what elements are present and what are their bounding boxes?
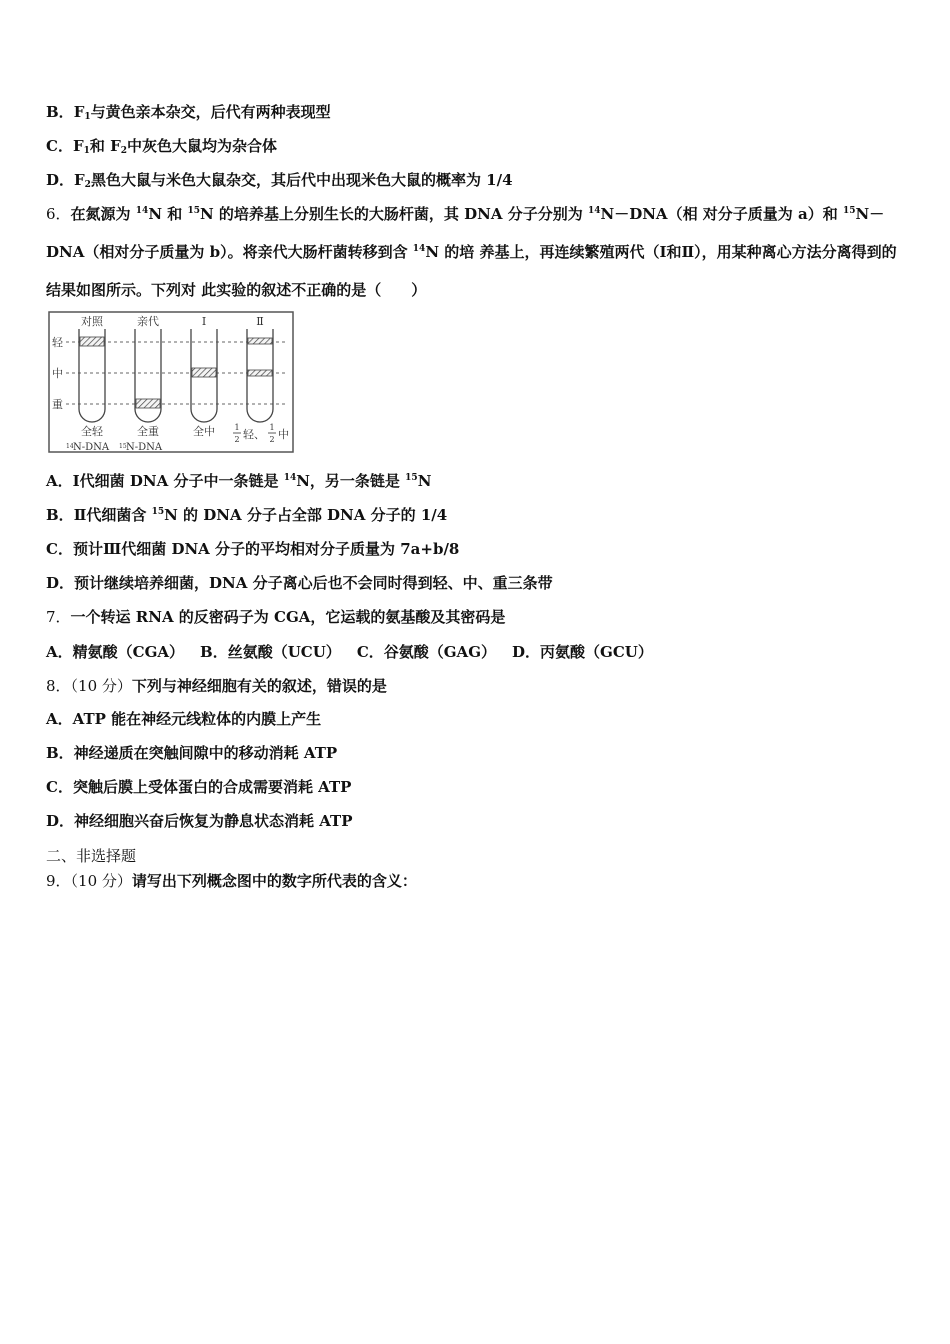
q6-option-a: A．Ⅰ代细菌 DNA 分子中一条链是 $^{14}$N，另一条链是 $^{15}$N xyxy=(46,472,432,490)
half-numerator: 1 xyxy=(234,423,240,432)
tube-label-parent: 亲代 xyxy=(137,315,159,328)
band-gen2-middle xyxy=(248,370,272,376)
band-gen1-middle xyxy=(192,368,216,377)
q7-option-c: C．谷氨酸（GAG） xyxy=(356,643,497,661)
q8-stem: 8．（10 分）下列与神经细胞有关的叙述，错误的是 xyxy=(46,677,387,695)
tube-label-control: 对照 xyxy=(81,315,103,328)
q6-stem: 6．在氮源为 $^{14}$N 和 $^{15}$N 的培养基上分别生长的大肠杆菌，其 DNA 分子分别为 $^{14}$N－DNA（相 对分子质量为 a）和 $^{15}$N－DNA（相对分子质量为 b）。将亲代大肠杆菌转移到含 $^{14}$N 的培 养基上，再连续繁殖两代（Ⅰ和Ⅱ），用某种离心方法分离得到的结果如图所示。下列对 此实验的叙述不正确的是（ ） xyxy=(46,205,897,299)
result-gen1: 全中 xyxy=(193,425,215,438)
q9-stem: 9．（10 分）请写出下列概念图中的数字所代表的含义： xyxy=(46,872,417,890)
q8-option-c: C．突触后膜上受体蛋白的合成需要消耗 ATP xyxy=(46,778,352,796)
half-numerator-2: 1 xyxy=(269,423,275,432)
dna15-superscript: 15 xyxy=(119,443,127,450)
half-middle-label: 中 xyxy=(278,428,289,441)
row-label-heavy: 重 xyxy=(52,398,63,411)
q6-option-d: D．预计继续培养细菌，DNA 分子离心后也不会同时得到轻、中、重三条带 xyxy=(46,574,553,592)
tube-label-gen1: Ⅰ xyxy=(201,315,207,328)
q7-stem: 7．一个转运 RNA 的反密码子为 CGA，它运载的氨基酸及其密码是 xyxy=(46,608,506,626)
q5-option-c: C．$F_1$和 $F_2$中灰色大鼠均为杂合体 xyxy=(46,137,278,156)
q8-option-d: D．神经细胞兴奋后恢复为静息状态消耗 ATP xyxy=(46,812,353,830)
band-gen2-light xyxy=(248,338,272,344)
centrifuge-tubes-figure xyxy=(48,311,294,453)
q8-option-a: A．ATP 能在神经元线粒体的内膜上产生 xyxy=(46,710,322,728)
dna14-superscript: 14 xyxy=(66,443,74,450)
band-control-light xyxy=(80,337,104,346)
tube-label-gen2: Ⅱ xyxy=(256,315,264,328)
dna14-label: N-DNA xyxy=(73,442,110,453)
row-label-light: 轻 xyxy=(52,336,63,349)
half-denominator: 2 xyxy=(234,435,240,444)
q6-option-b: B．Ⅱ代细菌含 $^{15}$N 的 DNA 分子占全部 DNA 分子的 1/4 xyxy=(46,506,448,524)
q8-option-b: B．神经递质在突触间隙中的移动消耗 ATP xyxy=(46,744,338,762)
q7-option-a: A．精氨酸（CGA） xyxy=(46,643,185,661)
result-control: 全轻 xyxy=(81,425,103,438)
q5-option-b: B．$F_1$与黄色亲本杂交，后代有两种表现型 xyxy=(46,103,331,122)
section-heading-nonchoice: 二、非选择题 xyxy=(46,847,137,865)
dna15-label: N-DNA xyxy=(126,442,163,453)
band-parent-heavy xyxy=(136,399,160,408)
q7-option-b: B．丝氨酸（UCU） xyxy=(200,643,341,661)
q7-option-d: D．丙氨酸（GCU） xyxy=(512,643,653,661)
result-parent: 全重 xyxy=(137,425,159,438)
half-light-label: 轻、 xyxy=(243,428,265,441)
q6-option-c: C．预计Ⅲ代细菌 DNA 分子的平均相对分子质量为 7a+b/8 xyxy=(46,540,460,558)
q7-options xyxy=(46,642,669,662)
half-denominator-2: 2 xyxy=(269,435,275,444)
row-label-middle: 中 xyxy=(52,367,63,380)
q5-option-d: D．$F_2$黑色大鼠与米色大鼠杂交，其后代中出现米色大鼠的概率为 1/4 xyxy=(46,171,513,190)
